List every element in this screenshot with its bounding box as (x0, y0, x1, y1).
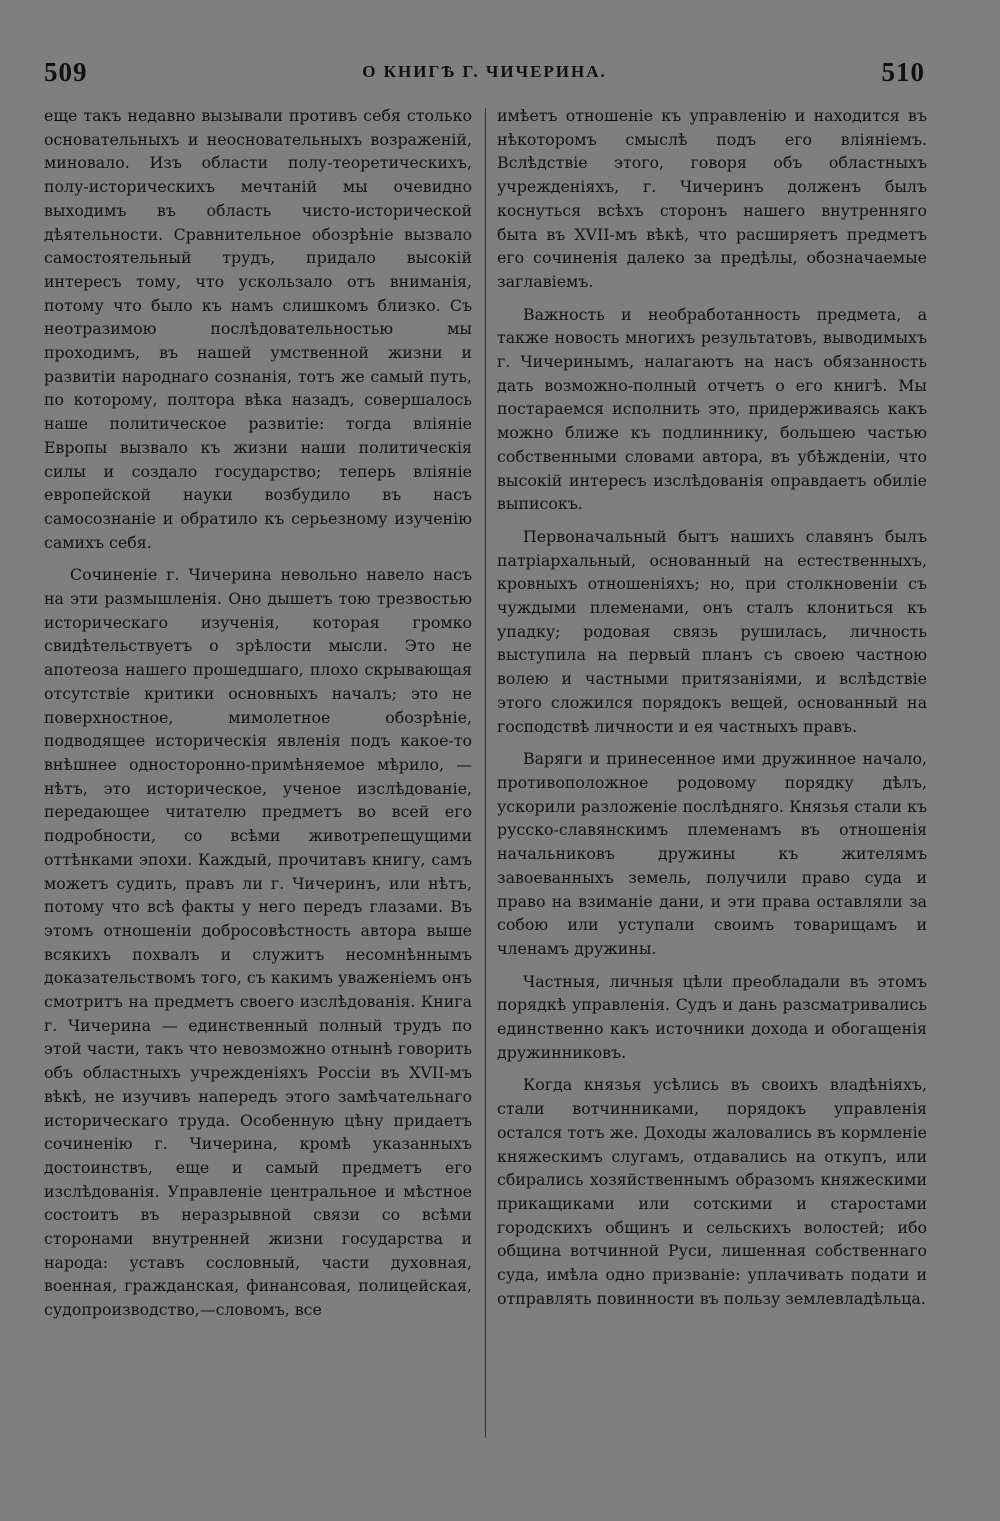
paragraph: имѣетъ отношеніе къ управленію и находится въ нѣкоторомъ смыслѣ подъ его вліяніемъ. Вслѣдствіе этого, говоря объ областныхъ учрежденіяхъ, г. Чичеринъ долженъ былъ коснуться всѣхъ сторонъ нашего внутренняго быта въ XVII-мъ вѣкѣ, что расширяетъ предметъ его сочиненія далеко за предѣлы, обозначаемые заглавіемъ. (497, 106, 927, 291)
page-header (44, 54, 925, 90)
paragraph: Первоначальный бытъ нашихъ славянъ былъ патріархальный, основанный на естественныхъ, кровныхъ отношеніяхъ; но, при столкновеніи съ чуждыми племенами, онъ сталъ клониться къ упадку; родовая связь рушилась, личность выступила на первый планъ съ своею частною волею и частными притязаніями, и вслѣдствіе этого сложился порядокъ вещей, основанный на господствѣ личности и ея частныхъ правъ. (497, 526, 927, 736)
paragraph: Важность и необработанность предмета, а также новость многихъ результатовъ, выводимыхъ г. Чичеринымъ, налагаютъ на насъ обязанность дать возможно-полный отчетъ о его книгѣ. Мы постараемся исполнить это, придерживаясь какъ можно ближе къ подлиннику, большею частью собственными словами автора, въ убѣжденіи, что высокій интересъ изслѣдованія оправдаетъ обиліе выписокъ. (497, 304, 927, 514)
paragraph: Сочиненіе г. Чичерина невольно навело насъ на эти размышленія. Оно дышетъ тою трезвостью историческаго изученія, которая громко свидѣтельствуетъ о зрѣлости мысли. Это не апотеоза нашего прошедшаго, плохо скрывающая отсутствіе критики основныхъ началъ; это не поверхностное, мимолетное обозрѣніе, подводящее историческія явленія подъ какое-то внѣшнее односторонно-примѣняемое мѣрило, — нѣтъ, это историческое, ученое изслѣдованіе, передающее читателю предметъ во всей его подробности, со всѣми животрепещущими оттѣнками эпохи. Каждый, прочитавъ книгу, самъ можетъ судить, правъ ли г. Чичеринъ, или нѣтъ, потому что всѣ факты у него передъ глазами. Въ этомъ отношеніи добросовѣстность автора выше всякихъ похвалъ и служитъ несомнѣннымъ доказательствомъ того, съ какимъ уваженіемъ онъ смотритъ на предметъ своего изслѣдованія. Книга г. Чичерина — единственный полный трудъ по этой части, такъ что невозможно отнынѣ говорить объ областныхъ учрежденіяхъ Россіи въ XVII-мъ вѣкѣ, не изучивъ напередъ этого замѣчательнаго историческаго труда. Особенную цѣну придаетъ сочиненію г. Чичерина, кромѣ указанныхъ достоинствъ, еще и самый предметъ его изслѣдованія. Управленіе центральное и мѣстное состоитъ въ неразрывной связи со всѣми сторонами внутренней жизни государства и народа: уставъ сословный, части духовная, военная, гражданская, финансовая, полицейская, судопроизводство,—словомъ, все (44, 565, 472, 1320)
left-page-number: 509 (44, 56, 88, 87)
right-page-number: 510 (881, 56, 925, 87)
column-divider (485, 108, 486, 1438)
right-column (497, 104, 927, 1319)
paragraph: Частныя, личныя цѣли преобладали въ этомъ порядкѣ управленія. Судъ и дань разсматривались единственно какъ источники дохода и обогащенія дружинниковъ. (497, 971, 927, 1062)
left-column (44, 104, 472, 1331)
paragraph: еще такъ недавно вызывали противъ себя столько основательныхъ и неосновательныхъ возраженій, миновало. Изъ области полу-теоретическихъ, полу-историческихъ мечтаній мы очевидно выходимъ въ область чисто-исторической дѣятельности. Сравнительное обозрѣніе вызвало самостоятельный трудъ, придало высокій интересъ тому, что ускользало отъ вниманія, потому что было къ намъ слишкомъ близко. Съ неотразимою послѣдовательностью мы проходимъ, въ нашей умственной жизни и развитіи народнаго сознанія, тотъ же самый путь, по которому, полтора вѣка назадъ, совершалось наше политическое развитіе: тогда вліяніе Европы вызвало къ жизни наши политическія силы и создало государство; теперь вліяніе европейской науки возбудило въ насъ самосознаніе и обратило къ серьезному изученію самихъ себя. (44, 106, 472, 552)
running-title: О КНИГѢ Г. ЧИЧЕРИНА. (362, 62, 607, 81)
paragraph: Когда князья усѣлись въ своихъ владѣніяхъ, стали вотчинниками, порядокъ управленія остался тотъ же. Доходы жаловались въ кормленіе княжескимъ слугамъ, отдавались на откупъ, или сбирались хозяйственнымъ образомъ княжескими прикащиками или сотскими и старостами городскихъ общинъ и сельскихъ волостей; ибо община вотчинной Руси, лишенная собственнаго суда, имѣла одно призваніе: уплачивать подати и отправлять повинности въ пользу землевладѣльца. (497, 1075, 927, 1308)
paragraph: Варяги и принесенное ими дружинное начало, противоположное родовому порядку дѣлъ, ускорили разложеніе послѣдняго. Князья стали къ русско-славянскимъ племенамъ въ отношенія начальниковъ дружины къ жителямъ завоеванныхъ земель, получили право суда и право на взиманіе дани, и эти права оставляли за собою или уступали своимъ товарищамъ и членамъ дружины. (497, 749, 927, 958)
